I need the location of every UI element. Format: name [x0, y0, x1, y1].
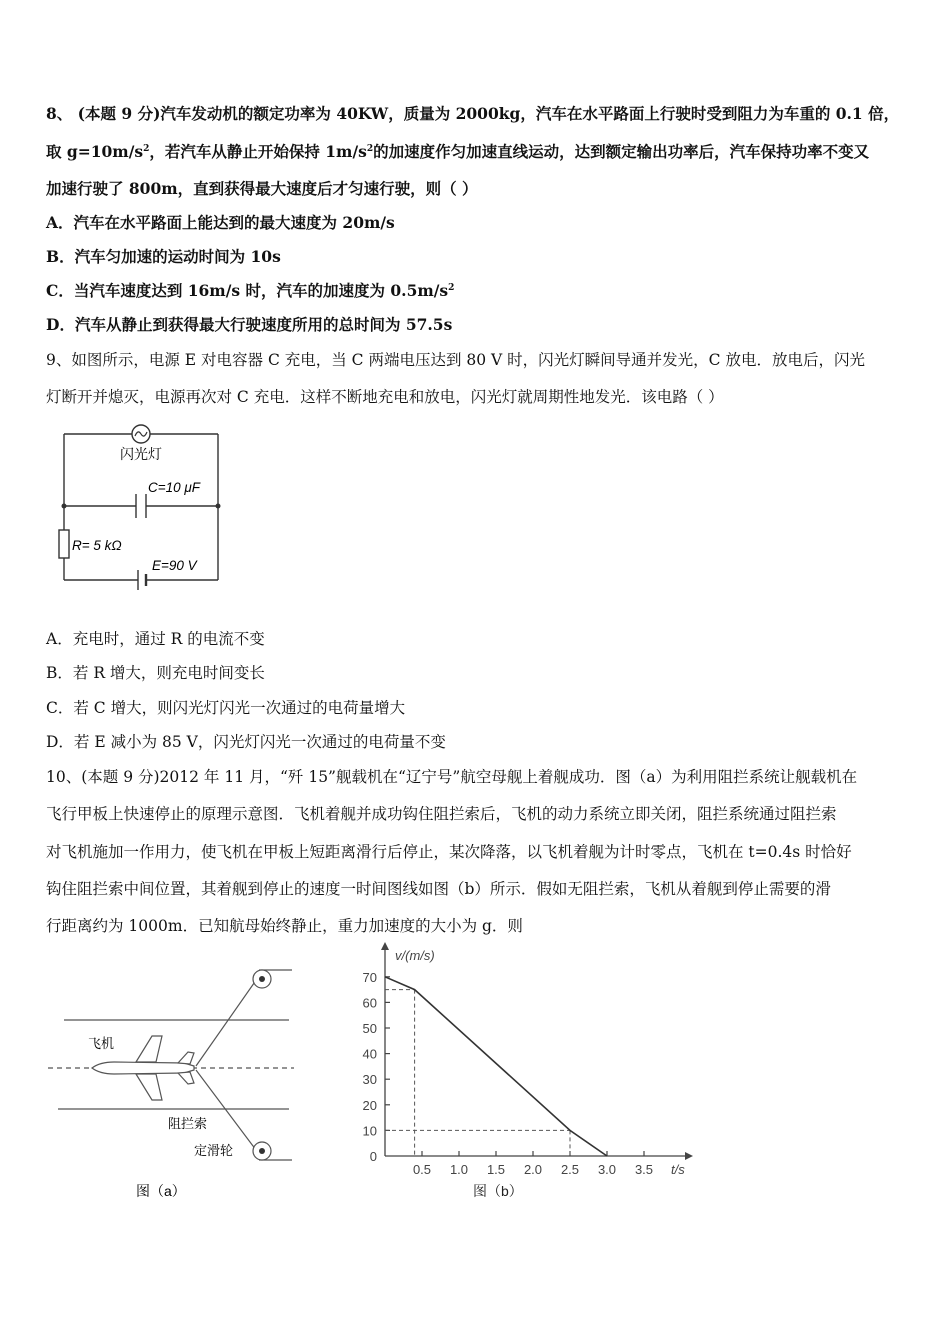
emf-label: E=90 V — [152, 558, 197, 573]
capacitor-label: C=10 μF — [148, 480, 201, 495]
flash-lamp-icon — [132, 425, 150, 443]
x-tick-label: 1.0 — [449, 1162, 469, 1177]
q8-stem-line3: 加速行驶了 800m，直到获得最大速度后才匀速行驶，则（ ） — [46, 179, 478, 198]
q10-stem-line2: 飞行甲板上快速停止的原理示意图．飞机着舰并成功钩住阻拦索后，飞机的动力系统立即关闭，阻拦系统通过阻拦索 — [46, 805, 837, 823]
y-tick-label: 0 — [369, 1149, 377, 1164]
x-tick-label: 2.0 — [523, 1162, 543, 1177]
y-axis-label: v/(m/s) — [395, 948, 435, 963]
q9-option-d: D．若 E 减小为 85 V，闪光灯闪光一次通过的电荷量不变 — [46, 733, 446, 751]
x-tick-label: 0.5 — [412, 1162, 432, 1177]
q9-stem-line2: 灯断开并熄灭，电源再次对 C 充电．这样不断地充电和放电，闪光灯就周期性地发光．该电路（ ） — [46, 388, 724, 406]
junction-dot — [216, 504, 221, 509]
y-tick-label: 10 — [362, 1123, 377, 1139]
cable-label: 阻拦索 — [168, 1116, 208, 1131]
q8-option-c: C．当汽车速度达到 16m/s 时，汽车的加速度为 $0.5m/s^2$ — [46, 281, 455, 300]
x-tick-label: 3.5 — [634, 1162, 654, 1177]
q10-stem-line4: 钩住阻拦索中间位置，其着舰到停止的速度一时间图线如图（b）所示．假如无阻拦索，飞机从着舰到停止需要的滑 — [46, 880, 831, 898]
y-tick-label: 50 — [362, 1021, 377, 1036]
resistor-label: R= 5 kΩ — [72, 538, 122, 553]
q10-stem-line5: 行距离约为 1000m．已知航母始终静止，重力加速度的大小为 g．则 — [46, 917, 523, 935]
q8-option-a: A．汽车在水平路面上能达到的最大速度为 20m/s — [46, 213, 395, 232]
q8-stem-line2: 取 $g=10m/s^2$，若汽车从静止开始保持 $1m/s^2$的加速度作匀加速直线运动，达到额定输出功率后，汽车保持功率不变又 — [46, 142, 870, 161]
y-tick-label: 40 — [362, 1046, 377, 1062]
q10-stem-line3: 对飞机施加一作用力，使飞机在甲板上短距离滑行后停止，某次降落，以飞机着舰为计时零点，飞机在 t=0.4s 时恰好 — [46, 843, 852, 861]
figure-a-caption: 图（a） — [136, 1183, 186, 1199]
lamp-label: 闪光灯 — [120, 446, 162, 462]
lower-pulley-icon — [253, 1142, 271, 1160]
q9-circuit-diagram — [50, 420, 240, 592]
y-tick-label: 60 — [362, 995, 377, 1011]
y-tick-label: 70 — [362, 969, 377, 985]
q9-option-c: C．若 C 增大，则闪光灯闪光一次通过的电荷量增大 — [46, 699, 406, 717]
series-line-vt — [385, 977, 607, 1156]
q10-vt-chart — [345, 942, 705, 1212]
q8-stem-line1: 8、 (本题 9 分)汽车发动机的额定功率为 40KW，质量为 2000kg，汽车在水平路面上行驶时受到阻力为车重的 0.1 倍， — [46, 104, 900, 123]
q8-option-d: D．汽车从静止到获得最大行驶速度所用的总时间为 57.5s — [46, 315, 453, 334]
y-tick-label: 20 — [362, 1097, 377, 1113]
q9-option-b: B．若 R 增大，则充电时间变长 — [46, 664, 265, 682]
x-tick-label: 3.0 — [597, 1162, 617, 1177]
y-tick-label: 30 — [362, 1072, 377, 1088]
q9-stem-line1: 9、如图所示，电源 E 对电容器 C 充电，当 C 两端电压达到 80 V 时，闪光灯瞬间导通并发光，C 放电．放电后，闪光 — [46, 351, 865, 369]
q10-figure-a — [44, 962, 314, 1212]
q9-option-a: A．充电时，通过 R 的电流不变 — [46, 630, 265, 648]
y-axis-arrow-icon — [381, 942, 389, 950]
x-tick-label: 1.5 — [486, 1162, 506, 1177]
q10-stem-line1: 10、(本题 9 分)2012 年 11 月，“歼 15”舰载机在“辽宁号”航空母舰上着舰成功．图（a）为利用阻拦系统让舰载机在 — [46, 768, 858, 786]
figure-b-caption: 图（b） — [473, 1183, 523, 1199]
q8-option-b: B．汽车匀加速的运动时间为 10s — [46, 247, 281, 266]
junction-dot — [62, 504, 67, 509]
pulley-label: 定滑轮 — [194, 1143, 234, 1158]
plane-label: 飞机 — [88, 1036, 115, 1051]
x-axis-label: t/s — [671, 1162, 685, 1177]
x-axis-arrow-icon — [685, 1152, 693, 1160]
x-tick-label: 2.5 — [560, 1162, 580, 1177]
upper-pulley-icon — [253, 970, 271, 988]
